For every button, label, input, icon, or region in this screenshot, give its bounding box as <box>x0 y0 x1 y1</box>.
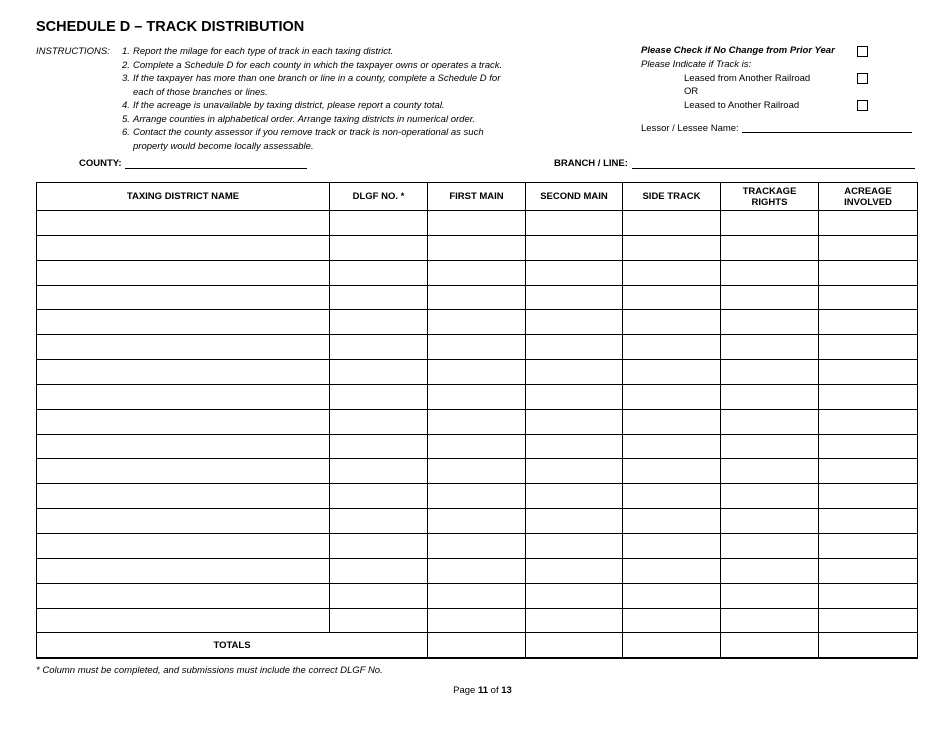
table-cell[interactable] <box>526 384 623 409</box>
table-cell[interactable] <box>623 409 721 434</box>
table-cell[interactable] <box>819 484 918 509</box>
table-cell[interactable] <box>721 335 819 360</box>
table-cell[interactable] <box>819 310 918 335</box>
table-cell[interactable] <box>819 509 918 534</box>
table-row <box>37 509 918 534</box>
table-row <box>37 459 918 484</box>
table-cell[interactable] <box>819 335 918 360</box>
leased-from-checkbox[interactable] <box>857 73 868 84</box>
instruction-item <box>122 59 502 73</box>
instruction-number: 2. <box>122 59 130 71</box>
table-cell[interactable] <box>623 310 721 335</box>
instruction-item <box>122 99 502 113</box>
table-cell[interactable] <box>623 509 721 534</box>
table-cell[interactable] <box>819 558 918 583</box>
table-cell[interactable] <box>37 533 330 558</box>
table-cell[interactable] <box>721 409 819 434</box>
table-cell[interactable] <box>623 583 721 608</box>
table-cell[interactable] <box>623 235 721 260</box>
table-row <box>37 260 918 285</box>
leased-to-checkbox[interactable] <box>857 100 868 111</box>
table-cell[interactable] <box>37 409 330 434</box>
table-cell[interactable] <box>819 459 918 484</box>
table-cell[interactable] <box>526 533 623 558</box>
table-cell[interactable] <box>819 608 918 633</box>
table-cell[interactable] <box>526 608 623 633</box>
table-cell[interactable] <box>819 409 918 434</box>
table-cell[interactable] <box>37 360 330 385</box>
totals-cell[interactable] <box>623 633 721 659</box>
table-cell[interactable] <box>37 459 330 484</box>
table-row <box>37 335 918 360</box>
column-header <box>330 183 428 211</box>
table-cell[interactable] <box>526 583 623 608</box>
table-cell[interactable] <box>721 434 819 459</box>
table-cell[interactable] <box>526 558 623 583</box>
table-row <box>37 484 918 509</box>
instructions-label: INSTRUCTIONS: <box>36 46 110 57</box>
instruction-text: If the acreage is unavailable by taxing district, please report a county total. <box>133 100 445 111</box>
table-cell[interactable] <box>721 285 819 310</box>
table-cell[interactable] <box>37 608 330 633</box>
instruction-number: 1. <box>122 46 130 57</box>
table-row <box>37 384 918 409</box>
table-row <box>37 558 918 583</box>
table-cell[interactable] <box>721 484 819 509</box>
table-cell[interactable] <box>623 211 721 236</box>
table-cell[interactable] <box>721 235 819 260</box>
page-title: SCHEDULE D – TRACK DISTRIBUTION <box>36 19 305 35</box>
branch-line-label: BRANCH / LINE: <box>554 158 628 169</box>
table-cell[interactable] <box>428 310 526 335</box>
table-cell[interactable] <box>819 583 918 608</box>
totals-label: TOTALS <box>37 633 428 659</box>
indicate-label: Please Indicate if Track is: <box>641 59 752 70</box>
lessor-lessee-field[interactable] <box>742 121 912 133</box>
instruction-continuation: property would become locally assessable. <box>133 140 314 152</box>
instruction-number: 5. <box>122 113 130 125</box>
table-cell[interactable] <box>330 558 428 583</box>
table-row <box>37 434 918 459</box>
column-header-line1: ACREAGE <box>844 185 892 197</box>
table-cell[interactable] <box>330 484 428 509</box>
table-cell[interactable] <box>37 558 330 583</box>
column-header-line2: INVOLVED <box>844 196 892 208</box>
county-field[interactable] <box>125 157 307 169</box>
table-cell[interactable] <box>721 608 819 633</box>
table-cell[interactable] <box>623 459 721 484</box>
table-cell[interactable] <box>428 533 526 558</box>
table-row <box>37 608 918 633</box>
column-header-line1: DLGF NO. * <box>352 191 405 202</box>
table-cell[interactable] <box>819 235 918 260</box>
table-cell[interactable] <box>428 583 526 608</box>
table-cell[interactable] <box>623 533 721 558</box>
instructions-list <box>122 45 502 153</box>
column-header <box>37 183 330 211</box>
column-header-line1: FIRST MAIN <box>449 191 504 202</box>
column-header <box>819 183 918 211</box>
table-cell[interactable] <box>330 509 428 534</box>
table-cell[interactable] <box>526 409 623 434</box>
table-cell[interactable] <box>330 533 428 558</box>
table-cell[interactable] <box>526 335 623 360</box>
table-cell[interactable] <box>819 285 918 310</box>
table-cell[interactable] <box>330 310 428 335</box>
table-cell[interactable] <box>330 608 428 633</box>
table-cell[interactable] <box>721 360 819 385</box>
table-cell[interactable] <box>37 260 330 285</box>
table-cell[interactable] <box>819 533 918 558</box>
table-cell[interactable] <box>526 235 623 260</box>
instruction-text: Arrange counties in alphabetical order. Arrange taxing districts in numerical order. <box>133 113 476 125</box>
table-cell[interactable] <box>428 509 526 534</box>
table-cell[interactable] <box>526 459 623 484</box>
or-label: OR <box>684 86 699 97</box>
page-number <box>0 685 950 696</box>
column-header-line2: RIGHTS <box>751 196 788 208</box>
table-cell[interactable] <box>330 335 428 360</box>
page-prefix: Page <box>453 685 476 696</box>
totals-cell[interactable] <box>428 633 526 659</box>
instruction-number: 3. <box>122 73 130 84</box>
table-row <box>37 409 918 434</box>
table-cell[interactable] <box>330 459 428 484</box>
table-cell[interactable] <box>623 335 721 360</box>
table-cell[interactable] <box>819 434 918 459</box>
table-cell[interactable] <box>428 335 526 360</box>
instruction-text: Complete a Schedule D for each county in which the taxpayer owns or operates a track. <box>133 59 503 71</box>
table-cell[interactable] <box>428 285 526 310</box>
table-cell[interactable] <box>330 384 428 409</box>
table-cell[interactable] <box>721 558 819 583</box>
column-header <box>721 183 819 211</box>
totals-row <box>37 633 918 659</box>
table-cell[interactable] <box>37 434 330 459</box>
page-of: of <box>490 685 499 696</box>
leased-from-label: Leased from Another Railroad <box>684 73 811 84</box>
table-cell[interactable] <box>428 434 526 459</box>
table-cell[interactable] <box>721 583 819 608</box>
table-cell[interactable] <box>623 360 721 385</box>
table-cell[interactable] <box>330 260 428 285</box>
table-cell[interactable] <box>37 384 330 409</box>
table-cell[interactable] <box>37 310 330 335</box>
table-cell[interactable] <box>526 434 623 459</box>
table-cell[interactable] <box>428 558 526 583</box>
table-cell[interactable] <box>623 608 721 633</box>
table-cell[interactable] <box>330 409 428 434</box>
branch-line-field[interactable] <box>632 157 915 169</box>
table-cell[interactable] <box>37 211 330 236</box>
instruction-item <box>122 126 502 140</box>
county-label: COUNTY: <box>79 158 122 169</box>
table-row <box>37 235 918 260</box>
table-row <box>37 583 918 608</box>
table-cell[interactable] <box>428 235 526 260</box>
table-cell[interactable] <box>428 384 526 409</box>
table-cell[interactable] <box>721 384 819 409</box>
footnote: * Column must be completed, and submissions must include the correct DLGF No. <box>36 665 383 676</box>
table-cell[interactable] <box>37 509 330 534</box>
column-header <box>623 183 721 211</box>
column-header-line1: TRACKAGE <box>742 185 797 197</box>
table-header-row <box>37 183 918 211</box>
lessor-lessee-label: Lessor / Lessee Name: <box>641 123 739 134</box>
instruction-text: Report the milage for each type of track in each taxing district. <box>133 46 394 57</box>
table-cell[interactable] <box>330 285 428 310</box>
table-cell[interactable] <box>721 260 819 285</box>
table-cell[interactable] <box>428 260 526 285</box>
table-cell[interactable] <box>37 285 330 310</box>
column-header <box>526 183 623 211</box>
table-cell[interactable] <box>819 384 918 409</box>
instruction-item <box>122 45 502 59</box>
totals-cell[interactable] <box>819 633 918 659</box>
table-cell[interactable] <box>526 360 623 385</box>
table-cell[interactable] <box>428 360 526 385</box>
table-cell[interactable] <box>37 484 330 509</box>
no-change-label: Please Check if No Change from Prior Year <box>641 45 835 56</box>
table-cell[interactable] <box>526 310 623 335</box>
table-cell[interactable] <box>526 211 623 236</box>
table-cell[interactable] <box>721 509 819 534</box>
table-cell[interactable] <box>819 360 918 385</box>
table-cell[interactable] <box>526 509 623 534</box>
table-row <box>37 533 918 558</box>
table-cell[interactable] <box>721 310 819 335</box>
table-cell[interactable] <box>819 260 918 285</box>
table-cell[interactable] <box>526 260 623 285</box>
table-cell[interactable] <box>623 484 721 509</box>
table-cell[interactable] <box>428 459 526 484</box>
table-cell[interactable] <box>721 533 819 558</box>
table-cell[interactable] <box>330 360 428 385</box>
table-cell[interactable] <box>623 434 721 459</box>
instruction-text: If the taxpayer has more than one branch or line in a county, complete a Schedule D for <box>133 73 501 84</box>
table-row <box>37 211 918 236</box>
instruction-text: Contact the county assessor if you remove track or track is non-operational as such <box>133 127 484 138</box>
table-cell[interactable] <box>330 211 428 236</box>
table-cell[interactable] <box>330 434 428 459</box>
instruction-item <box>122 113 502 127</box>
column-header <box>428 183 526 211</box>
table-cell[interactable] <box>721 211 819 236</box>
table-cell[interactable] <box>37 335 330 360</box>
table-cell[interactable] <box>526 484 623 509</box>
table-cell[interactable] <box>623 260 721 285</box>
table-cell[interactable] <box>37 583 330 608</box>
totals-cell[interactable] <box>721 633 819 659</box>
table-cell[interactable] <box>623 285 721 310</box>
table-row <box>37 310 918 335</box>
table-cell[interactable] <box>37 235 330 260</box>
no-change-checkbox[interactable] <box>857 46 868 57</box>
table-cell[interactable] <box>526 285 623 310</box>
table-cell[interactable] <box>428 409 526 434</box>
instruction-item <box>122 72 502 86</box>
table-cell[interactable] <box>623 558 721 583</box>
instruction-number: 6. <box>122 127 130 138</box>
table-cell[interactable] <box>330 235 428 260</box>
table-cell[interactable] <box>330 583 428 608</box>
track-distribution-table <box>36 182 918 659</box>
table-cell[interactable] <box>721 459 819 484</box>
column-header-line1: TAXING DISTRICT NAME <box>126 191 240 202</box>
page-total: 13 <box>501 685 512 696</box>
instruction-number: 4. <box>122 100 130 111</box>
table-cell[interactable] <box>428 608 526 633</box>
table-row <box>37 285 918 310</box>
column-header-line1: SIDE TRACK <box>642 191 701 202</box>
table-row <box>37 360 918 385</box>
leased-to-label: Leased to Another Railroad <box>684 100 800 111</box>
table-cell[interactable] <box>428 211 526 236</box>
totals-cell[interactable] <box>526 633 623 659</box>
column-header-line1: SECOND MAIN <box>540 191 608 202</box>
page-current: 11 <box>477 685 489 696</box>
table-cell[interactable] <box>428 484 526 509</box>
table-cell[interactable] <box>819 211 918 236</box>
instruction-continuation: each of those branches or lines. <box>133 86 268 98</box>
table-cell[interactable] <box>623 384 721 409</box>
